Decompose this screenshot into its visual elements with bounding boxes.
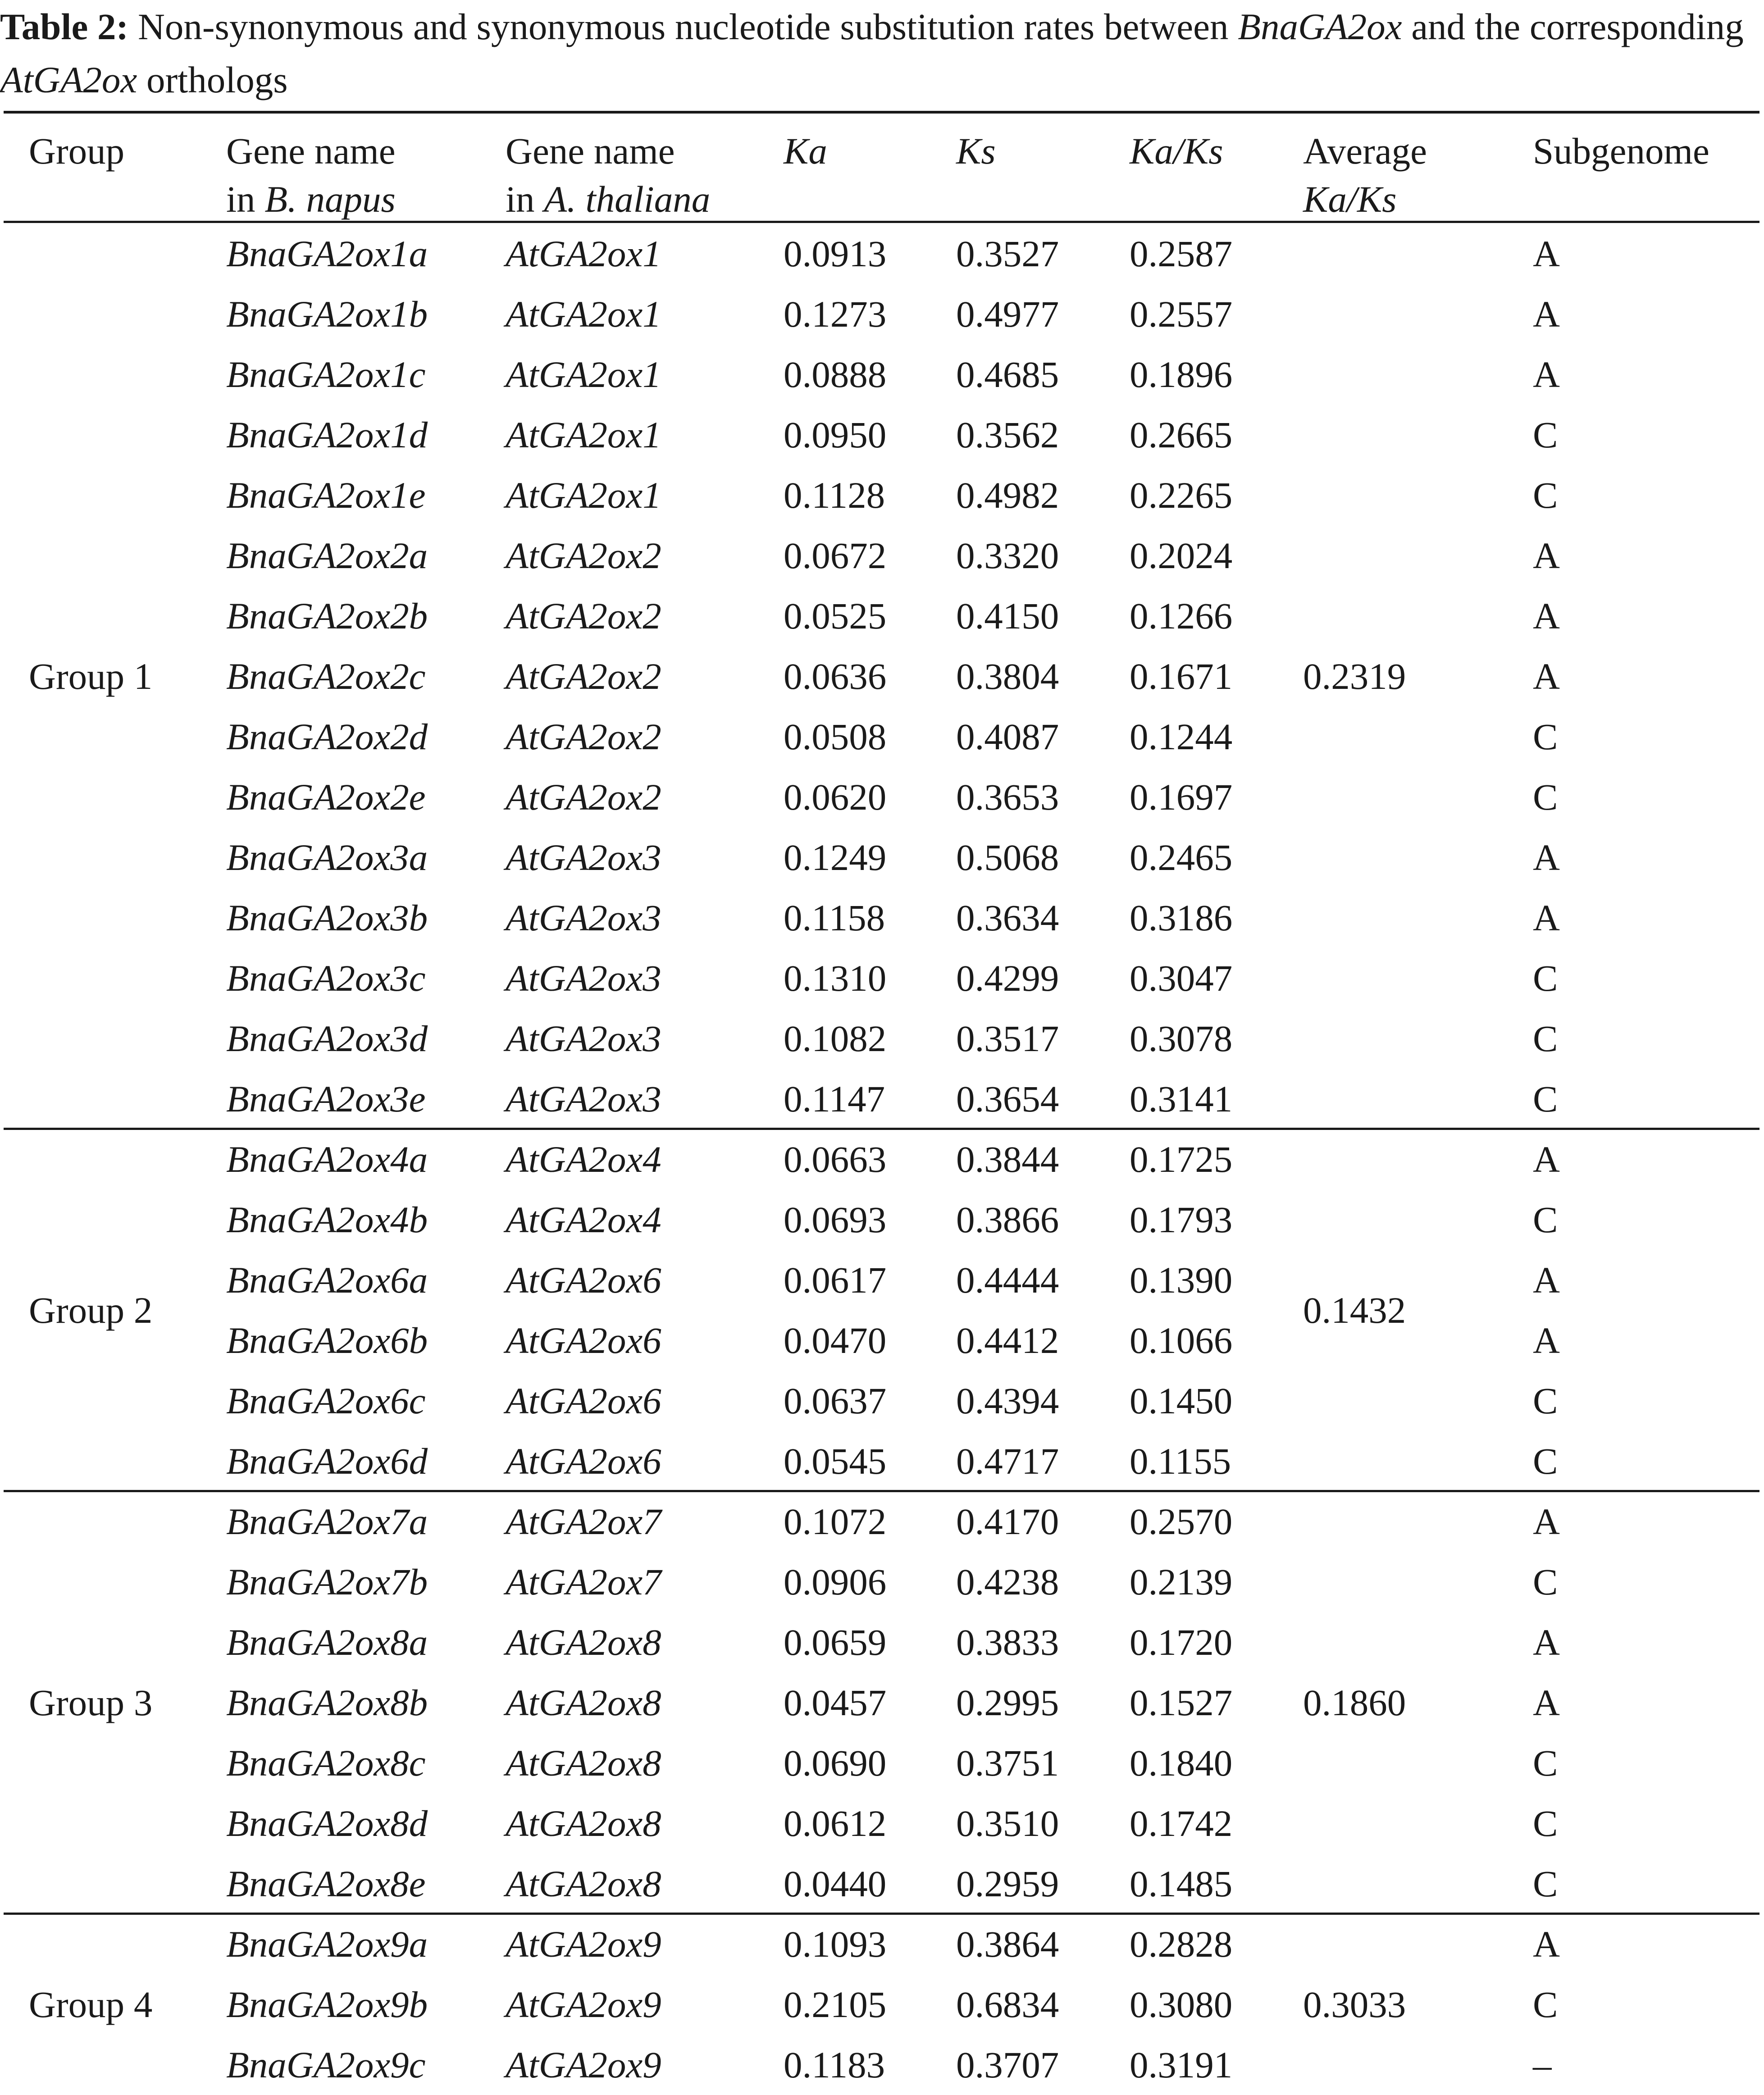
ks-cell: 0.4170 (956, 1501, 1059, 1542)
ka-cell: 0.0525 (784, 595, 887, 637)
ks-cell: 0.4150 (956, 595, 1059, 637)
ka-ks-cell: 0.1840 (1130, 1742, 1233, 1784)
ks-cell: 0.3562 (956, 414, 1059, 455)
ka-cell: 0.0545 (784, 1440, 887, 1482)
ka-ks-cell: 0.3078 (1130, 1018, 1233, 1059)
subgenome-cell: A (1533, 354, 1560, 395)
subgenome-cell: A (1533, 1259, 1560, 1301)
substitution-rates-table (0, 114, 1764, 2095)
athaliana-gene-cell: AtGA2ox7 (506, 1561, 661, 1603)
bnapus-gene-cell: BnaGA2ox8a (226, 1621, 428, 1663)
ka-ks-cell: 0.2587 (1130, 233, 1233, 274)
subgenome-cell: A (1533, 1923, 1560, 1965)
bnapus-gene-cell: BnaGA2ox9a (226, 1923, 428, 1965)
bnapus-gene-cell: BnaGA2ox3c (226, 957, 426, 999)
bnapus-gene-cell: BnaGA2ox6a (226, 1259, 428, 1301)
ka-cell: 0.1273 (784, 293, 887, 335)
ka-cell: 0.0470 (784, 1320, 887, 1361)
ka-cell: 0.0440 (784, 1863, 887, 1904)
athaliana-gene-cell: AtGA2ox2 (506, 716, 661, 757)
ks-cell: 0.4299 (956, 957, 1059, 999)
bnapus-gene-cell: BnaGA2ox8b (226, 1682, 428, 1723)
group-name-cell: Group 3 (29, 1682, 153, 1723)
ka-ks-cell: 0.2665 (1130, 414, 1233, 455)
header-gene-athaliana: Gene name in A. thaliana (506, 130, 711, 220)
ka-ks-cell: 0.2570 (1130, 1501, 1233, 1542)
bnapus-gene-cell: BnaGA2ox6c (226, 1380, 426, 1421)
ka-cell: 0.0888 (784, 354, 887, 395)
athaliana-gene-cell: AtGA2ox1 (506, 474, 661, 516)
bnapus-gene-cell: BnaGA2ox3b (226, 897, 428, 938)
ks-cell: 0.4394 (956, 1380, 1059, 1421)
athaliana-gene-cell: AtGA2ox6 (506, 1259, 661, 1301)
caption-text-1: Non-synonymous and synonymous nucleotide substitution rates between (137, 6, 1238, 47)
subgenome-cell: A (1533, 837, 1560, 878)
ka-cell: 0.2105 (784, 1984, 887, 2025)
header-ks: Ks (956, 130, 996, 172)
ka-ks-cell: 0.1671 (1130, 656, 1233, 697)
bnapus-gene-cell: BnaGA2ox8e (226, 1863, 426, 1904)
subgenome-cell: – (1533, 2044, 1552, 2086)
ka-ks-cell: 0.2265 (1130, 474, 1233, 516)
ka-ks-cell: 0.1896 (1130, 354, 1233, 395)
ka-cell: 0.1310 (784, 957, 887, 999)
ka-ks-cell: 0.2465 (1130, 837, 1233, 878)
subgenome-cell: C (1533, 1199, 1558, 1240)
bnapus-gene-cell: BnaGA2ox8c (226, 1742, 426, 1784)
athaliana-gene-cell: AtGA2ox9 (506, 1984, 661, 2025)
bnapus-gene-cell: BnaGA2ox7a (226, 1501, 428, 1542)
ks-cell: 0.3634 (956, 897, 1059, 938)
bnapus-gene-cell: BnaGA2ox3e (226, 1078, 426, 1120)
ka-cell: 0.0693 (784, 1199, 887, 1240)
ka-ks-cell: 0.1266 (1130, 595, 1233, 637)
ka-cell: 0.0672 (784, 535, 887, 576)
subgenome-cell: C (1533, 1380, 1558, 1421)
ka-ks-cell: 0.2557 (1130, 293, 1233, 335)
ka-cell: 0.0690 (784, 1742, 887, 1784)
athaliana-gene-cell: AtGA2ox2 (506, 595, 661, 637)
header-gene-bnapus: Gene name in B. napus (226, 130, 396, 220)
ka-ks-cell: 0.2828 (1130, 1923, 1233, 1965)
header-average-ka-ks: Average Ka/Ks (1303, 130, 1427, 220)
group-divider-rule (4, 1128, 1759, 1130)
group-divider-rule (4, 1913, 1759, 1915)
ka-cell: 0.0913 (784, 233, 887, 274)
athaliana-gene-cell: AtGA2ox1 (506, 233, 661, 274)
athaliana-gene-cell: AtGA2ox8 (506, 1742, 661, 1784)
bnapus-gene-cell: BnaGA2ox4a (226, 1139, 428, 1180)
bnapus-gene-cell: BnaGA2ox2c (226, 656, 426, 697)
subgenome-cell: A (1533, 293, 1560, 335)
group-name-cell: Group 4 (29, 1984, 153, 2025)
ka-ks-cell: 0.3186 (1130, 897, 1233, 938)
ka-ks-cell: 0.2139 (1130, 1561, 1233, 1603)
subgenome-cell: C (1533, 1803, 1558, 1844)
bnapus-gene-cell: BnaGA2ox3d (226, 1018, 428, 1059)
ks-cell: 0.4717 (956, 1440, 1059, 1482)
ka-cell: 0.0508 (784, 716, 887, 757)
subgenome-cell: C (1533, 414, 1558, 455)
subgenome-cell: C (1533, 716, 1558, 757)
subgenome-cell: C (1533, 1018, 1558, 1059)
group-average-cell: 0.2319 (1303, 656, 1406, 697)
bnapus-gene-cell: BnaGA2ox4b (226, 1199, 428, 1240)
bnapus-gene-cell: BnaGA2ox2a (226, 535, 428, 576)
caption-text-2: and the corresponding (1402, 6, 1744, 47)
table-row (0, 1914, 1764, 1974)
ks-cell: 0.3510 (956, 1803, 1059, 1844)
ka-cell: 0.0906 (784, 1561, 887, 1603)
ks-cell: 0.3654 (956, 1078, 1059, 1120)
bnapus-gene-cell: BnaGA2ox1e (226, 474, 426, 516)
subgenome-cell: A (1533, 897, 1560, 938)
header-ka-ks: Ka/Ks (1130, 130, 1223, 172)
bnapus-gene-cell: BnaGA2ox3a (226, 837, 428, 878)
athaliana-gene-cell: AtGA2ox2 (506, 776, 661, 818)
ka-cell: 0.1158 (784, 897, 885, 938)
ka-cell: 0.0636 (784, 656, 887, 697)
ka-cell: 0.0617 (784, 1259, 887, 1301)
ka-cell: 0.1128 (784, 474, 885, 516)
ka-ks-cell: 0.1720 (1130, 1621, 1233, 1663)
ka-cell: 0.1249 (784, 837, 887, 878)
ka-ks-cell: 0.1742 (1130, 1803, 1233, 1844)
ka-ks-cell: 0.2024 (1130, 535, 1233, 576)
athaliana-gene-cell: AtGA2ox3 (506, 1078, 661, 1120)
bnapus-gene-cell: BnaGA2ox2e (226, 776, 426, 818)
ks-cell: 0.4444 (956, 1259, 1059, 1301)
ka-ks-cell: 0.1725 (1130, 1139, 1233, 1180)
ka-ks-cell: 0.1793 (1130, 1199, 1233, 1240)
ka-cell: 0.0663 (784, 1139, 887, 1180)
ka-ks-cell: 0.3047 (1130, 957, 1233, 999)
group-average-cell: 0.3033 (1303, 1984, 1406, 2025)
header-group: Group (29, 130, 125, 172)
ks-cell: 0.2959 (956, 1863, 1059, 1904)
subgenome-cell: A (1533, 595, 1560, 637)
subgenome-cell: C (1533, 1440, 1558, 1482)
table-header-row (0, 114, 1764, 223)
ka-ks-cell: 0.1697 (1130, 776, 1233, 818)
athaliana-gene-cell: AtGA2ox6 (506, 1380, 661, 1421)
bnapus-gene-cell: BnaGA2ox9c (226, 2044, 426, 2086)
bnapus-gene-cell: BnaGA2ox1a (226, 233, 428, 274)
ka-ks-cell: 0.1527 (1130, 1682, 1233, 1723)
athaliana-gene-cell: AtGA2ox8 (506, 1803, 661, 1844)
athaliana-gene-cell: AtGA2ox3 (506, 1018, 661, 1059)
subgenome-cell: A (1533, 1320, 1560, 1361)
ka-cell: 0.0950 (784, 414, 887, 455)
subgenome-cell: A (1533, 233, 1560, 274)
athaliana-gene-cell: AtGA2ox8 (506, 1682, 661, 1723)
ka-ks-cell: 0.3191 (1130, 2044, 1233, 2086)
athaliana-gene-cell: AtGA2ox7 (506, 1501, 661, 1542)
bnapus-gene-cell: BnaGA2ox1c (226, 354, 426, 395)
bnapus-gene-cell: BnaGA2ox7b (226, 1561, 428, 1603)
athaliana-gene-cell: AtGA2ox6 (506, 1440, 661, 1482)
ka-ks-cell: 0.1485 (1130, 1863, 1233, 1904)
table-row (0, 1491, 1764, 1552)
group-name-cell: Group 2 (29, 1289, 153, 1331)
subgenome-cell: C (1533, 1078, 1558, 1120)
athaliana-gene-cell: AtGA2ox4 (506, 1199, 661, 1240)
ka-cell: 0.0612 (784, 1803, 887, 1844)
ks-cell: 0.4982 (956, 474, 1059, 516)
table-row (0, 223, 1764, 284)
bnapus-gene-cell: BnaGA2ox2d (226, 716, 428, 757)
athaliana-gene-cell: AtGA2ox3 (506, 837, 661, 878)
ka-cell: 0.1072 (784, 1501, 887, 1542)
ka-ks-cell: 0.3141 (1130, 1078, 1233, 1120)
table-row (0, 1129, 1764, 1189)
ka-cell: 0.0637 (784, 1380, 887, 1421)
ka-ks-cell: 0.3080 (1130, 1984, 1233, 2025)
athaliana-gene-cell: AtGA2ox9 (506, 2044, 661, 2086)
athaliana-gene-cell: AtGA2ox8 (506, 1863, 661, 1904)
subgenome-cell: C (1533, 776, 1558, 818)
subgenome-cell: A (1533, 535, 1560, 576)
group-average-cell: 0.1432 (1303, 1289, 1406, 1331)
caption-text-3: orthologs (137, 59, 288, 100)
ks-cell: 0.4238 (956, 1561, 1059, 1603)
athaliana-gene-cell: AtGA2ox2 (506, 656, 661, 697)
ka-cell: 0.1093 (784, 1923, 887, 1965)
caption-gene-1: BnaGA2ox (1238, 6, 1402, 47)
subgenome-cell: A (1533, 656, 1560, 697)
subgenome-cell: C (1533, 1984, 1558, 2025)
ks-cell: 0.5068 (956, 837, 1059, 878)
ka-ks-cell: 0.1155 (1130, 1440, 1231, 1482)
subgenome-cell: C (1533, 1863, 1558, 1904)
caption-gene-2: AtGA2ox (0, 59, 137, 100)
ks-cell: 0.3844 (956, 1139, 1059, 1180)
group-name-cell: Group 1 (29, 656, 153, 697)
athaliana-gene-cell: AtGA2ox3 (506, 957, 661, 999)
athaliana-gene-cell: AtGA2ox6 (506, 1320, 661, 1361)
ks-cell: 0.4087 (956, 716, 1059, 757)
ks-cell: 0.4412 (956, 1320, 1059, 1361)
ks-cell: 0.3517 (956, 1018, 1059, 1059)
ks-cell: 0.3751 (956, 1742, 1059, 1784)
ks-cell: 0.4685 (956, 354, 1059, 395)
athaliana-gene-cell: AtGA2ox3 (506, 897, 661, 938)
header-subgenome: Subgenome (1533, 130, 1709, 172)
ks-cell: 0.3804 (956, 656, 1059, 697)
ks-cell: 0.3707 (956, 2044, 1059, 2086)
ks-cell: 0.3833 (956, 1621, 1059, 1663)
ka-cell: 0.0620 (784, 776, 887, 818)
ka-ks-cell: 0.1390 (1130, 1259, 1233, 1301)
athaliana-gene-cell: AtGA2ox9 (506, 1923, 661, 1965)
ks-cell: 0.6834 (956, 1984, 1059, 2025)
bnapus-gene-cell: BnaGA2ox2b (226, 595, 428, 637)
subgenome-cell: C (1533, 957, 1558, 999)
bnapus-gene-cell: BnaGA2ox1d (226, 414, 428, 455)
ks-cell: 0.3320 (956, 535, 1059, 576)
ka-ks-cell: 0.1066 (1130, 1320, 1233, 1361)
table-body (0, 223, 1764, 2095)
athaliana-gene-cell: AtGA2ox4 (506, 1139, 661, 1180)
subgenome-cell: C (1533, 1742, 1558, 1784)
ks-cell: 0.3527 (956, 233, 1059, 274)
ks-cell: 0.4977 (956, 293, 1059, 335)
subgenome-cell: A (1533, 1682, 1560, 1723)
athaliana-gene-cell: AtGA2ox1 (506, 354, 661, 395)
athaliana-gene-cell: AtGA2ox8 (506, 1621, 661, 1663)
bnapus-gene-cell: BnaGA2ox8d (226, 1803, 428, 1844)
subgenome-cell: C (1533, 1561, 1558, 1603)
subgenome-cell: A (1533, 1621, 1560, 1663)
ka-cell: 0.1147 (784, 1078, 885, 1120)
bnapus-gene-cell: BnaGA2ox6d (226, 1440, 428, 1482)
athaliana-gene-cell: AtGA2ox1 (506, 293, 661, 335)
ks-cell: 0.3866 (956, 1199, 1059, 1240)
bnapus-gene-cell: BnaGA2ox1b (226, 293, 428, 335)
subgenome-cell: A (1533, 1139, 1560, 1180)
ks-cell: 0.3653 (956, 776, 1059, 818)
table-caption (0, 0, 1764, 106)
ka-ks-cell: 0.1450 (1130, 1380, 1233, 1421)
ka-cell: 0.1082 (784, 1018, 887, 1059)
subgenome-cell: C (1533, 474, 1558, 516)
subgenome-cell: A (1533, 1501, 1560, 1542)
athaliana-gene-cell: AtGA2ox2 (506, 535, 661, 576)
group-average-cell: 0.1860 (1303, 1682, 1406, 1723)
athaliana-gene-cell: AtGA2ox1 (506, 414, 661, 455)
caption-label: Table 2: (0, 6, 129, 47)
bnapus-gene-cell: BnaGA2ox9b (226, 1984, 428, 2025)
ks-cell: 0.2995 (956, 1682, 1059, 1723)
group-divider-rule (4, 1490, 1759, 1492)
ks-cell: 0.3864 (956, 1923, 1059, 1965)
ka-cell: 0.0457 (784, 1682, 887, 1723)
bnapus-gene-cell: BnaGA2ox6b (226, 1320, 428, 1361)
ka-cell: 0.0659 (784, 1621, 887, 1663)
ka-ks-cell: 0.1244 (1130, 716, 1233, 757)
header-ka: Ka (784, 130, 827, 172)
ka-cell: 0.1183 (784, 2044, 885, 2086)
